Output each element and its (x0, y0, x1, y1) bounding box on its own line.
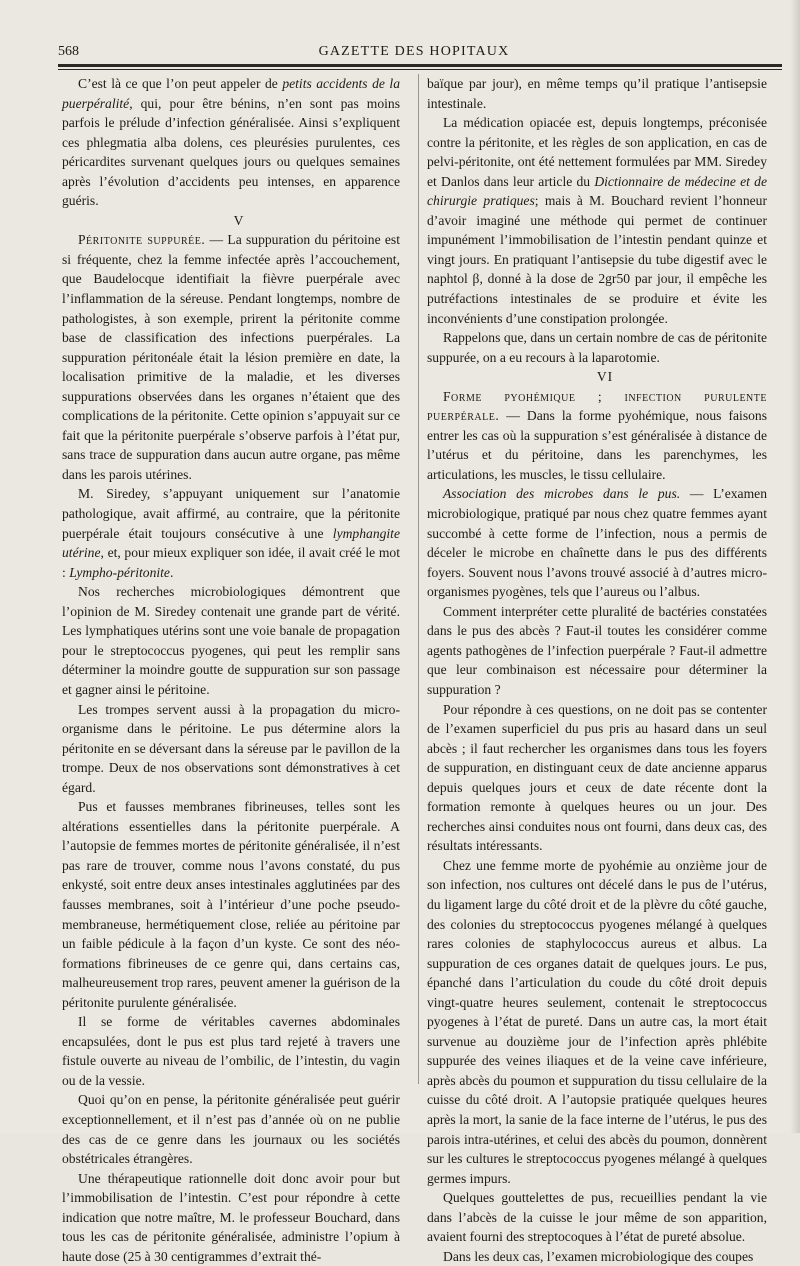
page-edge-shadow (790, 0, 800, 1133)
paragraph: Rappelons que, dans un certain nombre de cas de péritonite suppurée, on a eu recours à la laparotomie. (427, 330, 767, 365)
section-heading: Forme pyohémique ; infection purulente puerpérale. (427, 388, 767, 424)
paragraph: Dans les deux cas, l’examen microbiologique des coupes (443, 1248, 754, 1264)
paragraph: Quoi qu’on en pense, la péritonite généralisée peut guérir exceptionnellement, et il n’est pas d’année où on ne publie des cas de ce genre dans les journaux ou les sociétés obstétricales étrangères. (62, 1092, 400, 1167)
paragraph: Pour répondre à ces questions, on ne doit pas se contenter de l’examen superficiel du pus pris au hasard dans un seul abcès ; il faut rechercher les organismes dans tous les foyers de suppuration, en distinguant ceux de date ancienne apparus depuis quelques jours et ceux de date récente dont la formation remonte à quelques heures ou un jour. Des recherches ainsi conduites nous ont fourni, dans deux cas, des résultats intéressants. (427, 701, 767, 854)
page-header (58, 44, 770, 62)
subsection-heading: Association des microbes dans le pus. (443, 486, 681, 502)
paragraph: La médication opiacée est, depuis longtemps, préconisée contre la péritonite, et les règles de son application, en cas de pelvi-péritonite, ont été nettement formulées par MM. Siredey et Danlos dans leur article du Dictionnaire de médecine et de chirurgie pratiques; mais à M. Bouchard revient l’honneur d’avoir imaginé une méthode qui permet de continuer impunément l’immobilisation de l’intestin pendant quinze et vingt jours. En pratiquant l’antisepsie du tube digestif avec le naphtol β, donné à la dose de 2gr50 par jour, il empêche les putréfactions intestinales de se produire et évite les inconvénients d’une constipation prolongée. (427, 115, 767, 326)
page-number: 568 (58, 44, 79, 59)
paragraph: Association des microbes dans le pus. — L’examen microbiologique, pratiqué par nous chez quatre femmes ayant succombé à cette forme de l’infection, nous a permis de déceler le microbe en chaînette dans le pus des différents foyers. Souvent nous l’avons trouvé associé à d’autres micro-organismes pyogènes, tels que l’aureus ou l’albus. (427, 486, 767, 600)
paragraph: M. Siredey, s’appuyant uniquement sur l’anatomie pathologique, avait affirmé, au contraire, que la péritonite puerpérale était toujours consécutive à une lymphangite utérine, et, pour mieux expliquer son idée, il avait créé le mot : Lympho-péritonite. (62, 486, 400, 580)
paragraph: Chez une femme morte de pyohémie au onzième jour de son infection, nos cultures ont décelé dans le pus de l’utérus, du ligament large du côté droit et de la plèvre du côté gauche, des colonies du streptococcus pyogenes mélangé à quelques rares colonies de staphylococcus aureus et albus. La suppuration de ces organes datait de quelques jours. Le pus, épanché dans l’articulation du coude du côté droit depuis vingt-quatre heures seulement, contenait le streptococcus pyogenes à l’état de pureté. Dans un autre cas, la mort était survenue au douzième jour de l’infection après phlébite suppurée des veines iliaques et de la veine cave inférieure, après abcès du poumon et suppuration du tissu cellulaire de la cuisse du côté droit. A l’autopsie pratiquée quelques heures après la mort, la sanie de la face interne de l’utérus, le pus des parois intra-utérines, et celui des abcès du poumon, donnèrent sur les cultures le streptococcus pyogenes mélangé à quelques germes impurs. (427, 857, 767, 1186)
section-number-vi: VI (596, 369, 614, 385)
paragraph: Comment interpréter cette pluralité de bactéries constatées dans le pus des abcès ? Faut-il toutes les considérer comme agents pathogènes de l’infection puerpérale ? Faut-il admettre que leur combinaison est nécessaire pour déterminer la suppuration ? (427, 603, 767, 697)
paragraph: Péritonite suppurée. — La suppuration du péritoine est si fréquente, chez la femme infectée après l’accouchement, que Baudelocque identifiait la fièvre puerpérale avec l’inflammation de la séreuse. Pendant longtemps, nombre de pathologistes, à son exemple, prirent la péritonite comme base de classification des infections puerpérales. La suppuration péritonéale était la lésion première en date, la localisation primitive de la maladie, et les diverses suppurations observées dans les organes n’étaient que des complications de la péritonite. Cette opinion s’appuyait sur ce fait que la péritonite puerpérale s’observe parfois à l’état pur, sans trace de suppuration dans aucun autre organe, pas même dans les parois utérines. (62, 232, 400, 482)
paragraph: Les trompes servent aussi à la propagation du micro-organisme dans le péritoine. Le pus détermine alors la péritonite en se déversant dans la séreuse par le pavillon de la trompe. Deux de nos observations sont démonstratives à cet égard. (62, 701, 400, 795)
paragraph: Il se forme de véritables cavernes abdominales encapsulées, dont le pus est plus tard rejeté à travers une fistule ouverte au niveau de l’ombilic, de l’intestin, du vagin ou de la vessie. (62, 1014, 400, 1088)
paragraph: Forme pyohémique ; infection purulente puerpérale. — Dans la forme pyohémique, nous faisons entrer les cas où la suppuration s’est généralisée à distance de l’utérus et du péritoine, dans les parenchymes, les articulations, les muscles, le tissu cellulaire. (427, 388, 767, 482)
paragraph: Nos recherches microbiologiques démontrent que l’opinion de M. Siredey contenait une grande part de vérité. Les lymphatiques utérins sont une voie banale de propagation pour le streptococcus pyogenes, qui peut les remplir sans déterminer la moindre goutte de suppuration sur son passage et gagner ainsi le péritoine. (62, 584, 400, 697)
left-column (62, 74, 400, 1266)
section-heading: Péritonite suppurée. (78, 232, 206, 248)
header-rule-thick (58, 64, 782, 67)
paragraph: Quelques gouttelettes de pus, recueillies pendant la vie dans l’abcès de la cuisse le jour même de son apparition, avaient fourni des streptocoques à l’état de pureté absolue. (427, 1190, 767, 1245)
paragraph: Une thérapeutique rationnelle doit donc avoir pour but l’immobilisation de l’intestin. C’est pour répondre à cette indication que notre maître, M. le professeur Bouchard, dans tous les cas de péritonite généralisée, administre l’opium à haute dose (25 à 30 centigrammes d’extrait thé- (62, 1170, 400, 1264)
column-divider (418, 74, 419, 1084)
right-column (427, 74, 767, 1266)
paragraph: baïque par jour), en même temps qu’il pratique l’antisepsie intestinale. (427, 76, 767, 111)
journal-title: GAZETTE DES HOPITAUX (318, 44, 510, 59)
paragraph: Pus et fausses membranes fibrineuses, telles sont les altérations essentielles dans la péritonite puerpérale. A l’autopsie de femmes mortes de péritonite généralisée, il n’est pas rare de trouver, comme nous l’avons constaté, du pus enkysté, soit entre deux anses intestinales agglutinées par des fausses membranes, soit à l’intérieur d’une poche pseudo-membraneuse, hermétiquement close, reliée au péritoine par un faible pédicule à la façon d’un kyste. Ce sont des néo-formations fibrineuses de ce genre qui, dans certains cas, malheureusement trop rares, peuvent amener la guérison de la péritonite purulente généralisée. (62, 799, 400, 1010)
section-number-v: V (233, 212, 245, 228)
paragraph: C’est là ce que l’on peut appeler de petits accidents de la puerpéralité, qui, pour être bénins, n’en sont pas moins parfois le prélude d’infection généralisée. Ainsi s’expliquent ces phlegmatia alba dolens, ces pleurésies purulentes, ces péricardites survenant quelques jours ou quelques semaines après l’évolution d’accidents peu intenses, en apparence guéris. (62, 76, 400, 209)
header-rule-thin (58, 69, 782, 70)
